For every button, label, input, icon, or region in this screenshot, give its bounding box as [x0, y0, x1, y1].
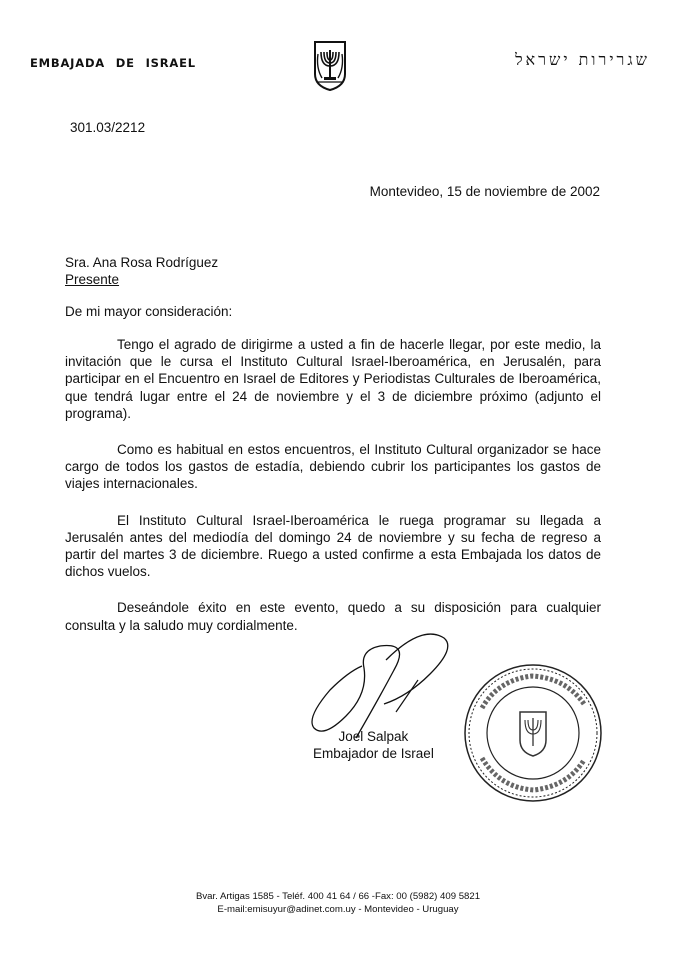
paragraph: Tengo el agrado de dirigirme a usted a fin de hacerle llegar, por este medio, la invitación que le cursa el Instituto Cultural Israel-Iberoamérica, en Jerusalén, para participar en el Encuentro en Israel de Editores y Periodistas Culturales de Iberoamérica, que tendrá lugar entre el 24 de noviembre y el 3 de diciembre próximo (adjunto el programa).: [65, 337, 601, 421]
paragraph: Deseándole éxito en este evento, quedo a su disposición para cualquier consulta y la saludo muy cordialmente.: [65, 600, 601, 633]
embassy-seal-stamp: [462, 662, 604, 804]
salutation: De mi mayor consideración:: [65, 304, 233, 319]
recipient-name: Sra. Ana Rosa Rodríguez: [65, 255, 219, 270]
signer-title: Embajador de Israel: [313, 746, 434, 761]
paragraph: El Instituto Cultural Israel-Iberoamérica le ruega programar su llegada a Jerusalén antes del mediodía del domingo 24 de noviembre y su fecha de regreso a partir del martes 3 de diciembre. Ruego a usted confirme a esta Embajada los datos de dichos vuelos.: [65, 512, 601, 580]
paragraph: Como es habitual en estos encuentros, el Instituto Cultural organizador se hace cargo de todos los gastos de estadía, debiendo cubrir los participantes los gastos de viajes internacionales.: [65, 442, 601, 492]
recipient-note: Presente: [65, 272, 120, 287]
signer-name: Joel Salpak: [338, 729, 409, 744]
signature-block: [313, 728, 434, 762]
embassy-name-hebrew: שגרירות ישראל: [515, 50, 650, 69]
letter-body: [65, 336, 601, 653]
reference-number: 301.03/2212: [70, 120, 146, 135]
footer-email: E-mail:emisuyur@adinet.com.uy - Montevideo - Uruguay: [217, 904, 459, 915]
embassy-name-spanish: EMBAJADA DE ISRAEL: [30, 56, 196, 70]
menorah-emblem-icon: [312, 40, 348, 92]
footer-contact: [0, 890, 676, 916]
place-date: Montevideo, 15 de noviembre de 2002: [369, 184, 600, 199]
footer-address: Bvar. Artigas 1585 - Teléf. 400 41 64 / 66 -Fax: 00 (5982) 409 5821: [195, 891, 481, 902]
recipient-block: [65, 254, 218, 288]
